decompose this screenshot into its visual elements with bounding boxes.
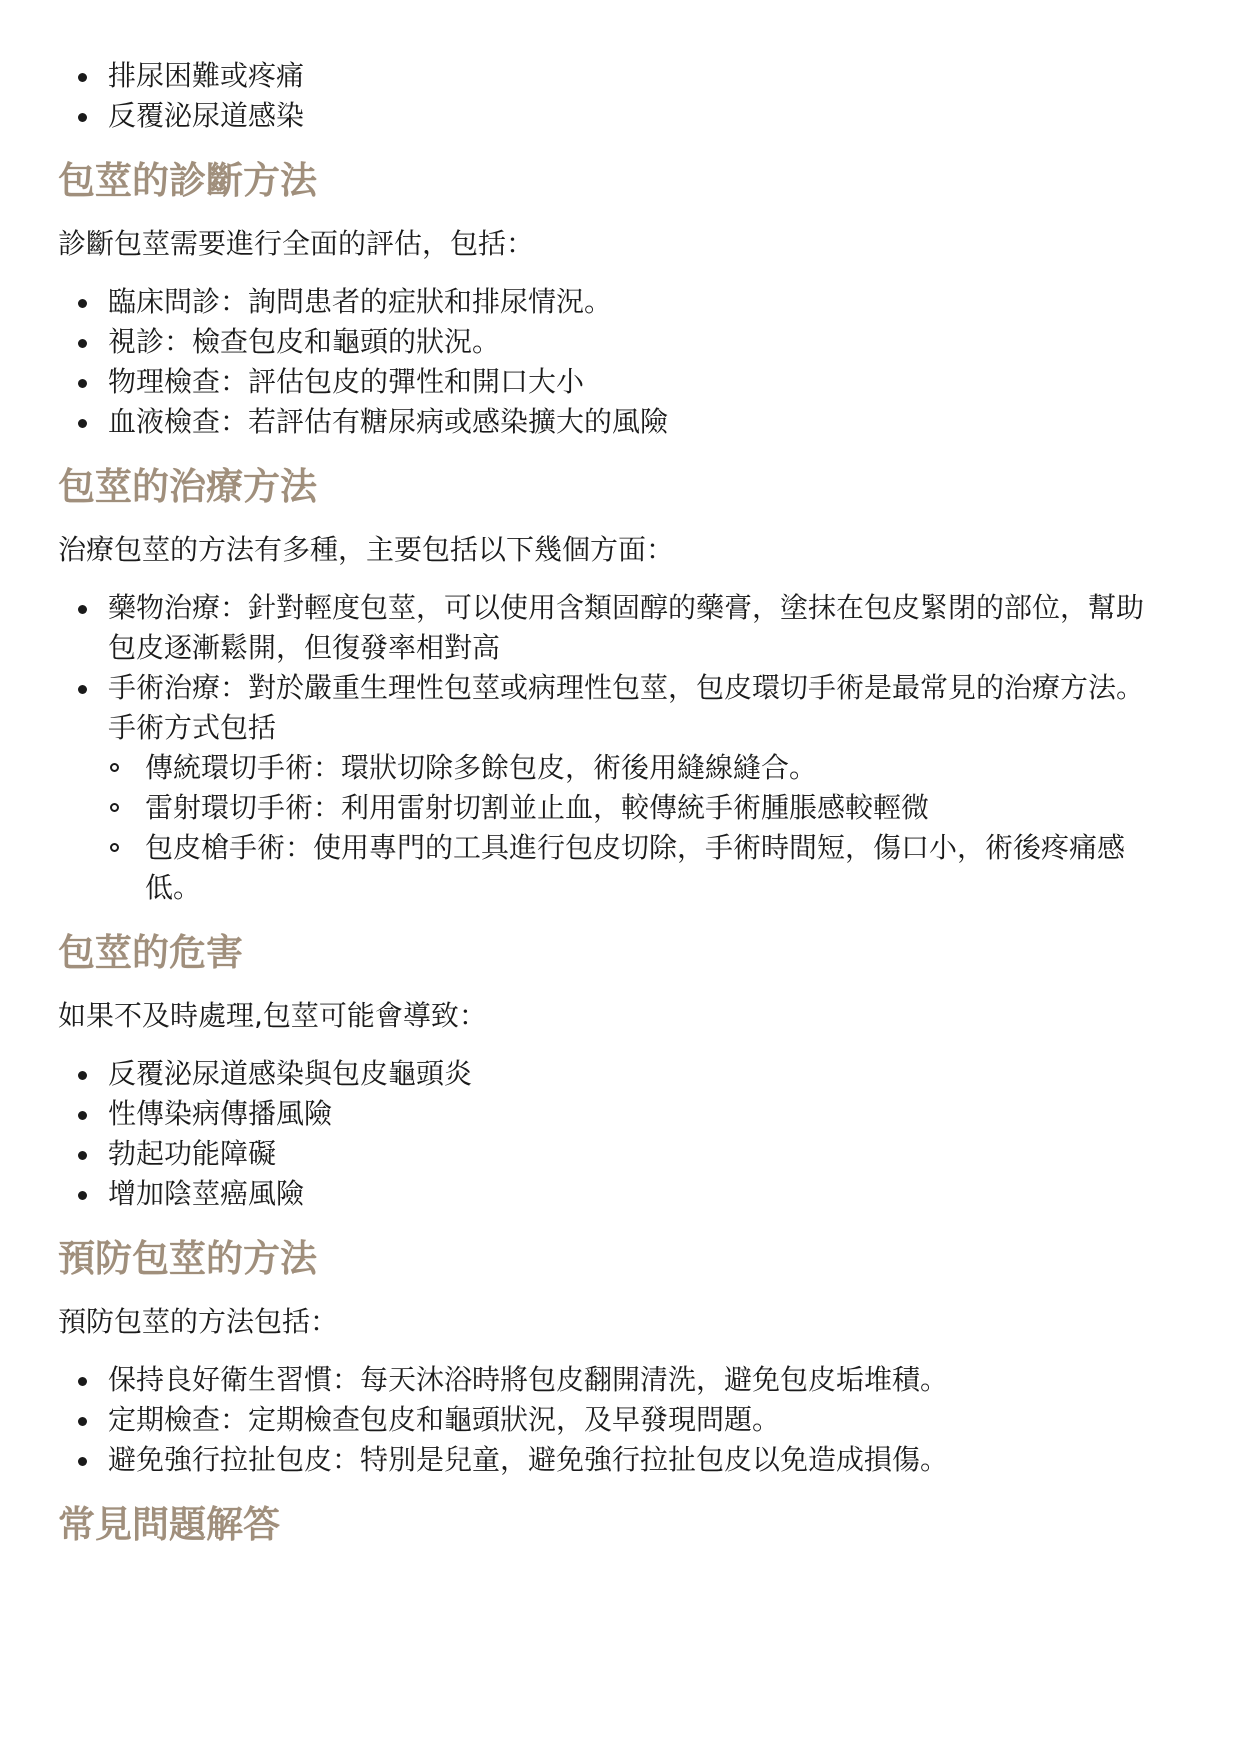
section-heading-prevention: 預防包莖的方法 bbox=[58, 1237, 317, 1280]
list-item: 反覆泌尿道感染 bbox=[58, 96, 1171, 136]
list-item: 排尿困難或疼痛 bbox=[58, 56, 1171, 96]
section-lead-prevention: 預防包莖的方法包括： bbox=[58, 1305, 339, 1338]
sub-list-item: 傳統環切手術：環狀切除多餘包皮，術後用縫線縫合。 bbox=[108, 748, 1171, 788]
harms-list bbox=[58, 1054, 1171, 1214]
list-item: 增加陰莖癌風險 bbox=[58, 1174, 1171, 1214]
diagnosis-list bbox=[58, 282, 1171, 442]
list-item: 反覆泌尿道感染與包皮龜頭炎 bbox=[58, 1054, 1171, 1094]
section-heading-treatment: 包莖的治療方法 bbox=[58, 465, 317, 508]
prevention-list bbox=[58, 1360, 1171, 1480]
list-item: 性傳染病傳播風險 bbox=[58, 1094, 1171, 1134]
list-item: 臨床問診：詢問患者的症狀和排尿情況。 bbox=[58, 282, 1171, 322]
list-item: 勃起功能障礙 bbox=[58, 1134, 1171, 1174]
symptom-list bbox=[58, 56, 1171, 136]
list-item: 避免強行拉扯包皮：特別是兒童，避免強行拉扯包皮以免造成損傷。 bbox=[58, 1440, 1171, 1480]
list-item-text: 手術治療：對於嚴重生理性包莖或病理性包莖，包皮環切手術是最常見的治療方法。手術方式包括 bbox=[108, 671, 1145, 744]
list-item: 定期檢查：定期檢查包皮和龜頭狀況，及早發現問題。 bbox=[58, 1400, 1171, 1440]
section-lead-harms: 如果不及時處理,包莖可能會導致： bbox=[58, 999, 487, 1032]
treatment-list bbox=[58, 588, 1171, 908]
sub-list-item: 雷射環切手術：利用雷射切割並止血，較傳統手術腫脹感較輕微 bbox=[108, 788, 1171, 828]
section-heading-faq: 常見問題解答 bbox=[58, 1503, 280, 1546]
surgery-methods-list bbox=[108, 748, 1171, 908]
section-lead-treatment: 治療包莖的方法有多種，主要包括以下幾個方面： bbox=[58, 533, 675, 566]
list-item: 視診：檢查包皮和龜頭的狀況。 bbox=[58, 322, 1171, 362]
list-item: 保持良好衛生習慣：每天沐浴時將包皮翻開清洗，避免包皮垢堆積。 bbox=[58, 1360, 1171, 1400]
section-lead-diagnosis: 診斷包莖需要進行全面的評估，包括： bbox=[58, 227, 535, 260]
sub-list-item: 包皮槍手術：使用專門的工具進行包皮切除，手術時間短，傷口小，術後疼痛感低。 bbox=[108, 828, 1171, 908]
list-item-surgery bbox=[58, 668, 1171, 908]
list-item: 物理檢查：評估包皮的彈性和開口大小 bbox=[58, 362, 1171, 402]
section-heading-harms: 包莖的危害 bbox=[58, 931, 243, 974]
section-heading-diagnosis: 包莖的診斷方法 bbox=[58, 159, 317, 202]
list-item: 血液檢查：若評估有糖尿病或感染擴大的風險 bbox=[58, 402, 1171, 442]
list-item: 藥物治療：針對輕度包莖，可以使用含類固醇的藥膏，塗抹在包皮緊閉的部位，幫助包皮逐漸鬆開，但復發率相對高 bbox=[58, 588, 1171, 668]
